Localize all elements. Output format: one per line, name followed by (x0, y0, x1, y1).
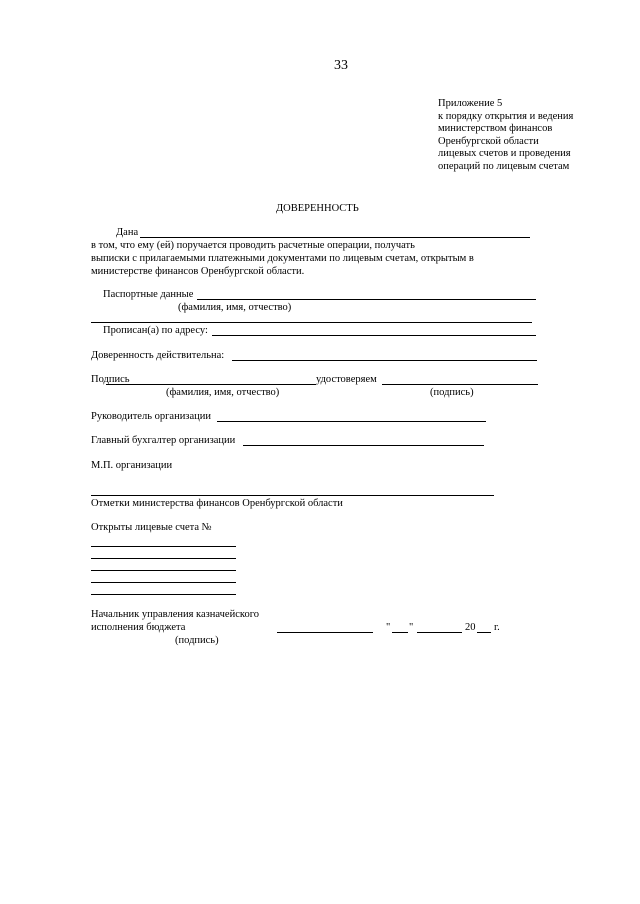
account-number-field-2[interactable] (91, 558, 236, 559)
valid-label: Доверенность действительна: (91, 350, 225, 361)
date-month-field[interactable] (417, 632, 462, 633)
passport-label: Паспортные данные (103, 289, 194, 300)
body-line-2: выписки с прилагаемыми платежными документами по лицевым счетам, открытым в (91, 253, 474, 264)
appendix-line-6: операций по лицевым счетам (438, 160, 570, 172)
director-field[interactable] (217, 421, 486, 422)
page-number: 33 (334, 58, 348, 73)
passport-field-line-2[interactable] (91, 322, 532, 323)
issued-to-field[interactable] (140, 237, 530, 238)
ministry-notes-label: Отметки министерства финансов Оренбургской области (91, 498, 343, 509)
certify-signature-field[interactable] (382, 384, 538, 385)
signature-fio-hint: (фамилия, имя, отчество) (166, 387, 280, 398)
ministry-separator (91, 495, 494, 496)
passport-field[interactable] (197, 299, 536, 300)
appendix-line-3: министерством финансов (438, 123, 553, 135)
registered-label: Прописан(а) по адресу: (103, 325, 208, 336)
appendix-line-4: Оренбургской области (438, 135, 539, 147)
signature-field[interactable] (106, 384, 316, 385)
chief-title-line-2: исполнения бюджета (91, 622, 186, 633)
appendix-line-2: к порядку открытия и ведения (438, 110, 574, 122)
date-quote-close: " (409, 622, 414, 633)
account-number-field-1[interactable] (91, 546, 236, 547)
account-number-field-3[interactable] (91, 570, 236, 571)
date-year-suffix: г. (494, 622, 500, 633)
accountant-label: Главный бухгалтер организации (91, 435, 236, 446)
body-line-3: министерстве финансов Оренбургской области. (91, 266, 305, 277)
date-day-field[interactable] (392, 632, 408, 633)
document-title: ДОВЕРЕННОСТЬ (276, 203, 359, 214)
chief-signature-field[interactable] (277, 632, 373, 633)
issued-label: Дана (116, 227, 139, 238)
validity-field[interactable] (232, 360, 537, 361)
accounts-label: Открыты лицевые счета № (91, 522, 212, 533)
date-quote-open: " (386, 622, 391, 633)
certify-signature-hint: (подпись) (430, 387, 474, 398)
appendix-block (438, 98, 598, 174)
certify-label: удостоверяем (316, 374, 377, 385)
date-year-prefix: 20 (465, 622, 476, 633)
date-year-field[interactable] (477, 632, 491, 633)
body-line-1: в том, что ему (ей) поручается проводить расчетные операции, получать (91, 240, 415, 251)
registered-address-field[interactable] (212, 335, 536, 336)
director-label: Руководитель организации (91, 411, 211, 422)
chief-signature-hint: (подпись) (175, 635, 219, 646)
appendix-line-1: Приложение 5 (438, 98, 503, 109)
passport-fio-hint: (фамилия, имя, отчество) (178, 302, 292, 313)
chief-title-line-1: Начальник управления казначейского (91, 609, 259, 620)
signature-label: Подпись (91, 374, 130, 385)
account-number-field-5[interactable] (91, 594, 236, 595)
accountant-field[interactable] (243, 445, 484, 446)
appendix-line-5: лицевых счетов и проведения (438, 148, 571, 160)
account-number-field-4[interactable] (91, 582, 236, 583)
seal-label: М.П. организации (91, 460, 173, 471)
